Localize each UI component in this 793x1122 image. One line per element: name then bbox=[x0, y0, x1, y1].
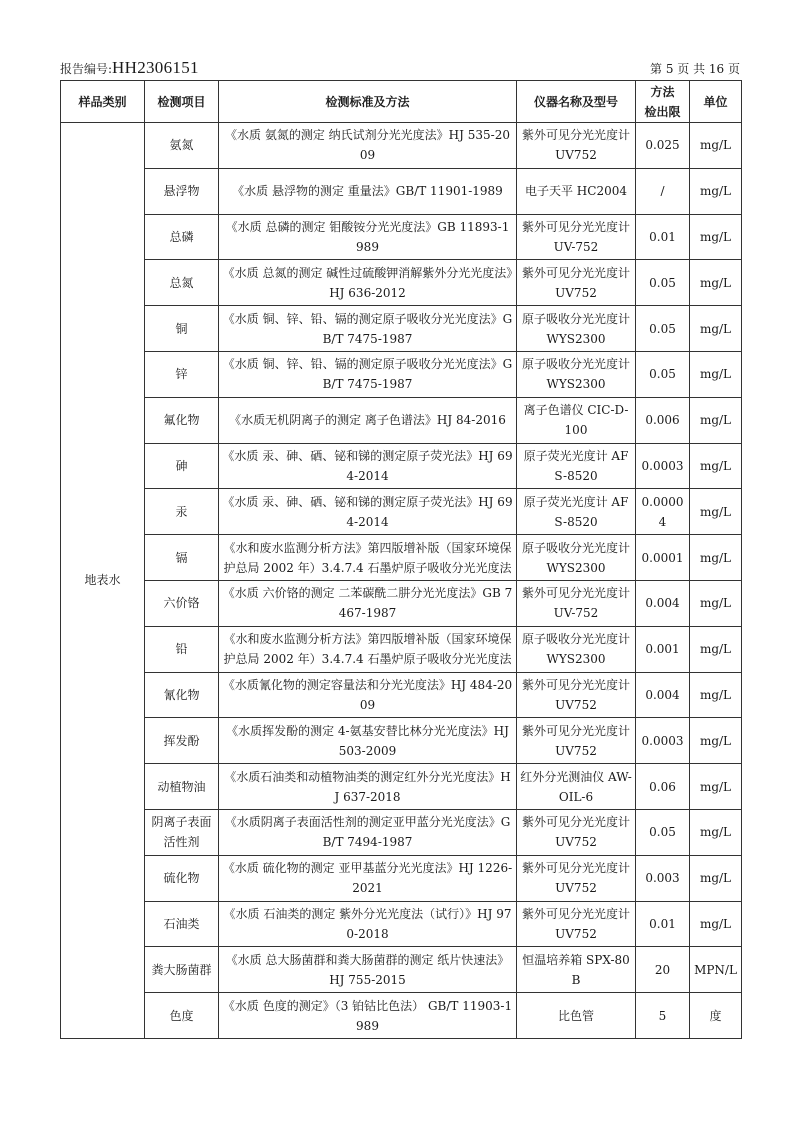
instrument-cell: 紫外可见分光光度计 UV752 bbox=[517, 260, 636, 306]
unit-cell: mg/L bbox=[690, 580, 742, 626]
report-number bbox=[60, 58, 199, 78]
test-item-cell: 悬浮物 bbox=[145, 168, 219, 214]
detection-limit-cell: 0.0003 bbox=[636, 718, 690, 764]
instrument-cell: 紫外可见分光光度计 UV752 bbox=[517, 718, 636, 764]
table-row bbox=[61, 535, 742, 581]
instrument-cell: 紫外可见分光光度计 UV752 bbox=[517, 809, 636, 855]
table-row bbox=[61, 672, 742, 718]
detection-limit-cell: 0.01 bbox=[636, 214, 690, 260]
detection-limit-cell: 0.004 bbox=[636, 672, 690, 718]
standard-method-cell: 《水质 六价铬的测定 二苯碳酰二肼分光光度法》GB 7467-1987 bbox=[219, 580, 517, 626]
standard-method-cell: 《水质 硫化物的测定 亚甲基蓝分光光度法》HJ 1226-2021 bbox=[219, 855, 517, 901]
standard-method-cell: 《水和废水监测分析方法》第四版增补版（国家环境保护总局 2002 年）3.4.7.4 石墨炉原子吸收分光光度法 bbox=[219, 626, 517, 672]
standard-method-cell: 《水质 石油类的测定 紫外分光光度法（试行）》HJ 970-2018 bbox=[219, 901, 517, 947]
instrument-cell: 紫外可见分光光度计 UV-752 bbox=[517, 214, 636, 260]
instrument-cell: 紫外可见分光光度计 UV752 bbox=[517, 123, 636, 169]
unit-cell: mg/L bbox=[690, 260, 742, 306]
instrument-cell: 原子吸收分光光度计 WYS2300 bbox=[517, 535, 636, 581]
unit-cell: mg/L bbox=[690, 123, 742, 169]
test-item-cell: 挥发酚 bbox=[145, 718, 219, 764]
standard-method-cell: 《水质挥发酚的测定 4-氨基安替比林分光光度法》HJ 503-2009 bbox=[219, 718, 517, 764]
unit-cell: mg/L bbox=[690, 489, 742, 535]
instrument-cell: 比色管 bbox=[517, 993, 636, 1039]
standard-method-cell: 《水质 铜、锌、铅、镉的测定原子吸收分光光度法》GB/T 7475-1987 bbox=[219, 306, 517, 352]
instrument-cell: 原子吸收分光光度计 WYS2300 bbox=[517, 306, 636, 352]
table-row bbox=[61, 718, 742, 764]
table-row bbox=[61, 809, 742, 855]
unit-cell: mg/L bbox=[690, 214, 742, 260]
table-row bbox=[61, 855, 742, 901]
unit-cell: mg/L bbox=[690, 901, 742, 947]
table-row bbox=[61, 993, 742, 1039]
standard-method-cell: 《水质 悬浮物的测定 重量法》GB/T 11901-1989 bbox=[219, 168, 517, 214]
test-item-cell: 六价铬 bbox=[145, 580, 219, 626]
sample-category-cell: 地表水 bbox=[61, 123, 145, 1039]
test-item-cell: 铅 bbox=[145, 626, 219, 672]
unit-cell: mg/L bbox=[690, 809, 742, 855]
test-item-cell: 石油类 bbox=[145, 901, 219, 947]
instrument-cell: 紫外可见分光光度计 UV752 bbox=[517, 901, 636, 947]
test-item-cell: 汞 bbox=[145, 489, 219, 535]
table-row bbox=[61, 764, 742, 810]
unit-cell: mg/L bbox=[690, 397, 742, 443]
unit-cell: 度 bbox=[690, 993, 742, 1039]
test-item-cell: 色度 bbox=[145, 993, 219, 1039]
detection-limit-cell: 0.05 bbox=[636, 306, 690, 352]
standard-method-cell: 《水质 总磷的测定 钼酸铵分光光度法》GB 11893-1989 bbox=[219, 214, 517, 260]
unit-cell: mg/L bbox=[690, 855, 742, 901]
table-row bbox=[61, 123, 742, 169]
table-row bbox=[61, 947, 742, 993]
report-number-value: HH2306151 bbox=[112, 58, 199, 77]
detection-limit-cell: 0.001 bbox=[636, 626, 690, 672]
table-row bbox=[61, 306, 742, 352]
detection-limit-cell: 0.003 bbox=[636, 855, 690, 901]
table-row bbox=[61, 351, 742, 397]
detection-limit-cell: 0.06 bbox=[636, 764, 690, 810]
detection-limit-cell: 0.0001 bbox=[636, 535, 690, 581]
instrument-cell: 电子天平 HC2004 bbox=[517, 168, 636, 214]
test-item-cell: 硫化物 bbox=[145, 855, 219, 901]
standard-method-cell: 《水质 总氮的测定 碱性过硫酸钾消解紫外分光光度法》HJ 636-2012 bbox=[219, 260, 517, 306]
detection-limit-cell: 20 bbox=[636, 947, 690, 993]
table-row bbox=[61, 260, 742, 306]
unit-cell: mg/L bbox=[690, 718, 742, 764]
report-number-label: 报告编号: bbox=[60, 62, 113, 76]
instrument-cell: 紫外可见分光光度计 UV-752 bbox=[517, 580, 636, 626]
test-item-cell: 动植物油 bbox=[145, 764, 219, 810]
detection-limit-cell: 0.05 bbox=[636, 809, 690, 855]
standard-method-cell: 《水质 总大肠菌群和粪大肠菌群的测定 纸片快速法》HJ 755-2015 bbox=[219, 947, 517, 993]
test-item-cell: 粪大肠菌群 bbox=[145, 947, 219, 993]
col-header-test-item: 检测项目 bbox=[145, 81, 219, 123]
detection-limit-cell: 0.0003 bbox=[636, 443, 690, 489]
instrument-cell: 恒温培养箱 SPX-80B bbox=[517, 947, 636, 993]
test-item-cell: 锌 bbox=[145, 351, 219, 397]
instrument-cell: 原子吸收分光光度计 WYS2300 bbox=[517, 351, 636, 397]
unit-cell: mg/L bbox=[690, 168, 742, 214]
table-row bbox=[61, 489, 742, 535]
unit-cell: mg/L bbox=[690, 443, 742, 489]
standard-method-cell: 《水质 汞、砷、硒、铋和锑的测定原子荧光法》HJ 694-2014 bbox=[219, 489, 517, 535]
table-row bbox=[61, 168, 742, 214]
test-item-cell: 总氮 bbox=[145, 260, 219, 306]
standard-method-cell: 《水质 铜、锌、铅、镉的测定原子吸收分光光度法》GB/T 7475-1987 bbox=[219, 351, 517, 397]
instrument-cell: 离子色谱仪 CIC-D-100 bbox=[517, 397, 636, 443]
standard-method-cell: 《水质石油类和动植物油类的测定红外分光光度法》HJ 637-2018 bbox=[219, 764, 517, 810]
detection-limit-cell: 5 bbox=[636, 993, 690, 1039]
col-header-standard-method: 检测标准及方法 bbox=[219, 81, 517, 123]
unit-cell: mg/L bbox=[690, 626, 742, 672]
standard-method-cell: 《水和废水监测分析方法》第四版增补版（国家环境保护总局 2002 年）3.4.7.4 石墨炉原子吸收分光光度法 bbox=[219, 535, 517, 581]
instrument-cell: 红外分光测油仪 AW-OIL-6 bbox=[517, 764, 636, 810]
standard-method-cell: 《水质氰化物的测定容量法和分光光度法》HJ 484-2009 bbox=[219, 672, 517, 718]
standard-method-cell: 《水质阴离子表面活性剂的测定亚甲蓝分光光度法》GB/T 7494-1987 bbox=[219, 809, 517, 855]
instrument-cell: 紫外可见分光光度计 UV752 bbox=[517, 672, 636, 718]
unit-cell: MPN/L bbox=[690, 947, 742, 993]
detection-limit-cell: 0.00004 bbox=[636, 489, 690, 535]
test-item-cell: 铜 bbox=[145, 306, 219, 352]
test-item-cell: 总磷 bbox=[145, 214, 219, 260]
standard-method-cell: 《水质无机阴离子的测定 离子色谱法》HJ 84-2016 bbox=[219, 397, 517, 443]
unit-cell: mg/L bbox=[690, 764, 742, 810]
col-header-detection-limit: 方法 检出限 bbox=[636, 81, 690, 123]
table-row bbox=[61, 901, 742, 947]
detection-limit-cell: 0.004 bbox=[636, 580, 690, 626]
detection-limit-cell: 0.006 bbox=[636, 397, 690, 443]
test-item-cell: 阴离子表面活性剂 bbox=[145, 809, 219, 855]
unit-cell: mg/L bbox=[690, 535, 742, 581]
test-item-cell: 氰化物 bbox=[145, 672, 219, 718]
detection-limit-cell: 0.05 bbox=[636, 260, 690, 306]
table-row bbox=[61, 397, 742, 443]
table-header-row bbox=[61, 81, 742, 123]
test-item-cell: 砷 bbox=[145, 443, 219, 489]
instrument-cell: 原子吸收分光光度计 WYS2300 bbox=[517, 626, 636, 672]
instrument-cell: 紫外可见分光光度计 UV752 bbox=[517, 855, 636, 901]
test-item-cell: 氨氮 bbox=[145, 123, 219, 169]
test-method-table bbox=[60, 80, 742, 1039]
col-header-sample-category: 样品类别 bbox=[61, 81, 145, 123]
instrument-cell: 原子荧光光度计 AFS-8520 bbox=[517, 489, 636, 535]
test-item-cell: 镉 bbox=[145, 535, 219, 581]
standard-method-cell: 《水质 汞、砷、硒、铋和锑的测定原子荧光法》HJ 694-2014 bbox=[219, 443, 517, 489]
page-indicator: 第 5 页 共 16 页 bbox=[650, 62, 740, 76]
table-row bbox=[61, 626, 742, 672]
test-item-cell: 氟化物 bbox=[145, 397, 219, 443]
table-row bbox=[61, 443, 742, 489]
standard-method-cell: 《水质 色度的测定》（3 铂钴比色法） GB/T 11903-1989 bbox=[219, 993, 517, 1039]
unit-cell: mg/L bbox=[690, 306, 742, 352]
page-header bbox=[60, 58, 740, 78]
table-row bbox=[61, 580, 742, 626]
detection-limit-cell: 0.025 bbox=[636, 123, 690, 169]
detection-limit-cell: / bbox=[636, 168, 690, 214]
table-row bbox=[61, 214, 742, 260]
detection-limit-cell: 0.01 bbox=[636, 901, 690, 947]
unit-cell: mg/L bbox=[690, 351, 742, 397]
col-header-instrument: 仪器名称及型号 bbox=[517, 81, 636, 123]
detection-limit-cell: 0.05 bbox=[636, 351, 690, 397]
unit-cell: mg/L bbox=[690, 672, 742, 718]
standard-method-cell: 《水质 氨氮的测定 纳氏试剂分光光度法》HJ 535-2009 bbox=[219, 123, 517, 169]
col-header-unit: 单位 bbox=[690, 81, 742, 123]
instrument-cell: 原子荧光光度计 AFS-8520 bbox=[517, 443, 636, 489]
table-body bbox=[61, 123, 742, 1039]
